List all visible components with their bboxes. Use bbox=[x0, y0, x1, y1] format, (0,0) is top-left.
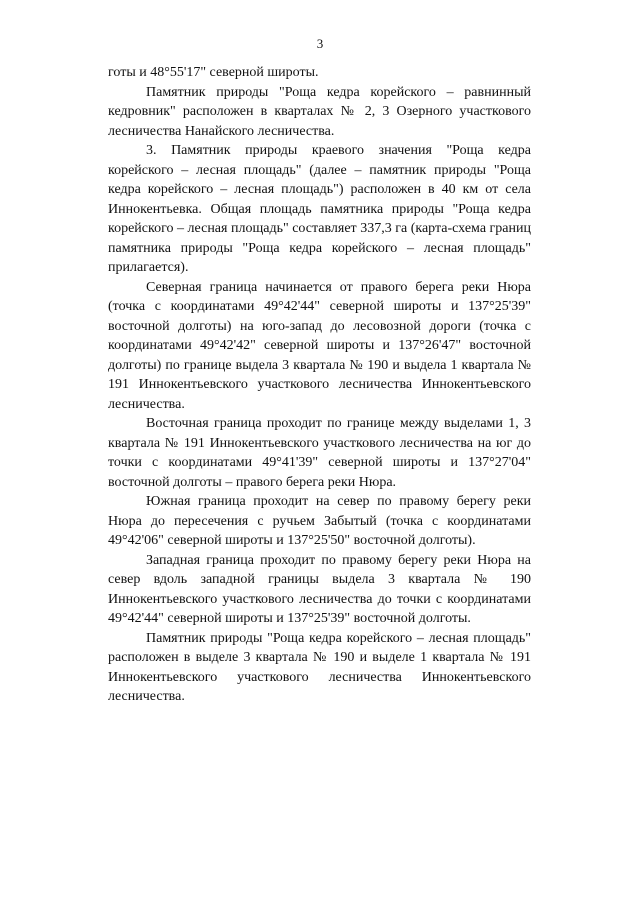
paragraph: 3. Памятник природы краевого значения "Роща кедра корейского – лесная площадь" (далее – памятник природы "Роща кедра корейского – лесная площадь") расположен в 40 км от села Иннокентьевка. Общая площадь памятника природы "Роща кедра корейского – лесная площадь" составляет 337,3 га (карта-схема границ памятника природы "Роща кедра корейского – лесная площадь" прилагается). bbox=[108, 143, 531, 275]
paragraph: Памятник природы "Роща кедра корейского – равнинный кедровник" расположен в кварталах № 2, 3 Озерного участкового лесничества Нанайского лесничества. bbox=[108, 84, 531, 139]
paragraph: Северная граница начинается от правого берега реки Нюра (точка с координатами 49°42'44" северной широты и 137°25'39" восточной долготы) на юго-запад до лесовозной дороги (точка с координатами 49°42'42" северной широты и 137°26'47" восточной долготы) по границе выдела 3 квартала № 190 и выдела 1 квартала № 191 Иннокентьевского участкового лесничества Иннокентьевского лесничества. bbox=[108, 279, 531, 412]
paragraph: Памятник природы "Роща кедра корейского – лесная площадь" расположен в выделе 3 квартала № 190 и выделе 1 квартала № 191 Иннокентьевского участкового лесничества Иннокентьевского лесничества. bbox=[108, 630, 531, 704]
paragraph-continuation: готы и 48°55'17" северной широты. bbox=[108, 65, 319, 80]
paragraph: Западная граница проходит по правому берегу реки Нюра на север вдоль западной границы выдела 3 квартала № 190 Иннокентьевского участкового лесничества до точки с координатами 49°42'44" северной широты и 137°25'39" восточной долготы. bbox=[108, 552, 531, 626]
paragraph: Восточная граница проходит по границе между выделами 1, 3 квартала № 191 Иннокентьевского участкового лесничества на юг до точки с координатами 49°41'39" северной широты и 137°27'04" восточной долготы – правого берега реки Нюра. bbox=[108, 416, 531, 490]
document-body bbox=[108, 63, 531, 707]
page-number: 3 bbox=[316, 36, 324, 51]
paragraph: Южная граница проходит на север по правому берегу реки Нюра до пересечения с ручьем Забытый (точка с координатами 49°42'06" северной широты и 137°25'50" восточной долготы). bbox=[108, 494, 531, 548]
